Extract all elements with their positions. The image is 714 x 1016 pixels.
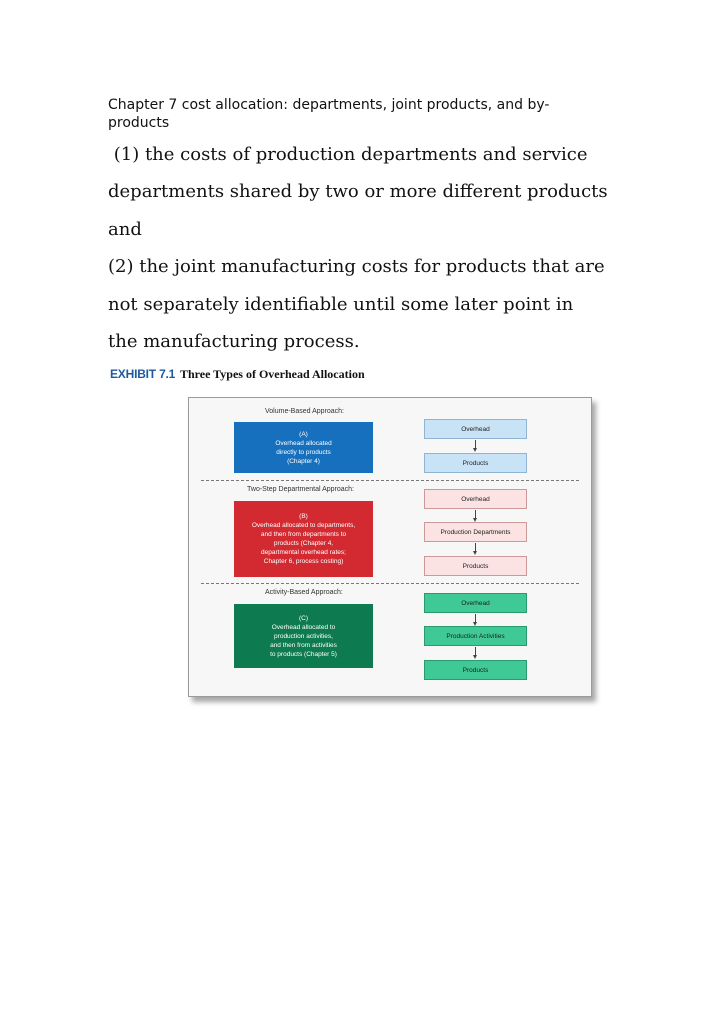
flow-products-b: Products bbox=[424, 556, 527, 576]
box-line: to products (Chapter 5) bbox=[270, 650, 337, 658]
box-line: (C) bbox=[298, 614, 309, 622]
flow-overhead-c: Overhead bbox=[424, 593, 527, 613]
body-text bbox=[108, 136, 614, 360]
box-line: Chapter 6, process costing) bbox=[263, 558, 344, 565]
box-line: directly to products bbox=[276, 448, 331, 456]
paragraph-2: (2) the joint manufacturing costs for products that are not separately identifiable until some later point in the manufacturing process. bbox=[108, 256, 605, 353]
box-line: Overhead allocated to bbox=[271, 623, 336, 631]
flow-products-c: Products bbox=[424, 660, 527, 680]
flow-overhead-b: Overhead bbox=[424, 489, 527, 509]
arrow-down-icon bbox=[475, 647, 476, 656]
arrow-down-icon bbox=[475, 543, 476, 552]
section-divider bbox=[201, 583, 579, 584]
volume-based-box bbox=[234, 422, 373, 473]
flow-overhead-a: Overhead bbox=[424, 419, 527, 439]
exhibit-title bbox=[110, 367, 365, 382]
flow-production-activities: Production Activities bbox=[424, 626, 527, 646]
arrow-down-icon bbox=[475, 510, 476, 519]
box-line: Overhead allocated to departments, bbox=[251, 522, 356, 529]
exhibit-figure bbox=[188, 397, 592, 697]
flow-products-a: Products bbox=[424, 453, 527, 473]
arrow-down-icon bbox=[475, 614, 476, 623]
flow-production-departments: Production Departments bbox=[424, 522, 527, 542]
box-line: (A) bbox=[299, 430, 308, 438]
box-line: (B) bbox=[299, 513, 308, 520]
chapter-heading: Chapter 7 cost allocation: departments, joint products, and by-products bbox=[108, 97, 550, 131]
box-line: (Chapter 4) bbox=[287, 457, 320, 465]
arrow-down-icon bbox=[475, 440, 476, 449]
section-divider bbox=[201, 480, 579, 481]
box-line: Overhead allocated bbox=[275, 439, 332, 447]
section-label-volume: Volume-Based Approach: bbox=[265, 408, 344, 415]
two-step-box bbox=[234, 501, 373, 577]
exhibit-title-text: Three Types of Overhead Allocation bbox=[179, 367, 365, 381]
box-line: and then from activities bbox=[270, 641, 337, 649]
box-line: departmental overhead rates; bbox=[261, 549, 346, 556]
box-line: products (Chapter 4, bbox=[273, 540, 334, 547]
section-label-two-step: Two-Step Departmental Approach: bbox=[247, 486, 355, 493]
box-line: and then from departments to bbox=[260, 531, 347, 538]
activity-based-box bbox=[234, 604, 373, 668]
exhibit-label: EXHIBIT 7.1 bbox=[110, 367, 176, 381]
section-label-activity: Activity-Based Approach: bbox=[265, 589, 343, 596]
box-line: production activities, bbox=[274, 632, 333, 640]
paragraph-1: (1) the costs of production departments and service departments shared by two or more different products and bbox=[108, 144, 614, 240]
